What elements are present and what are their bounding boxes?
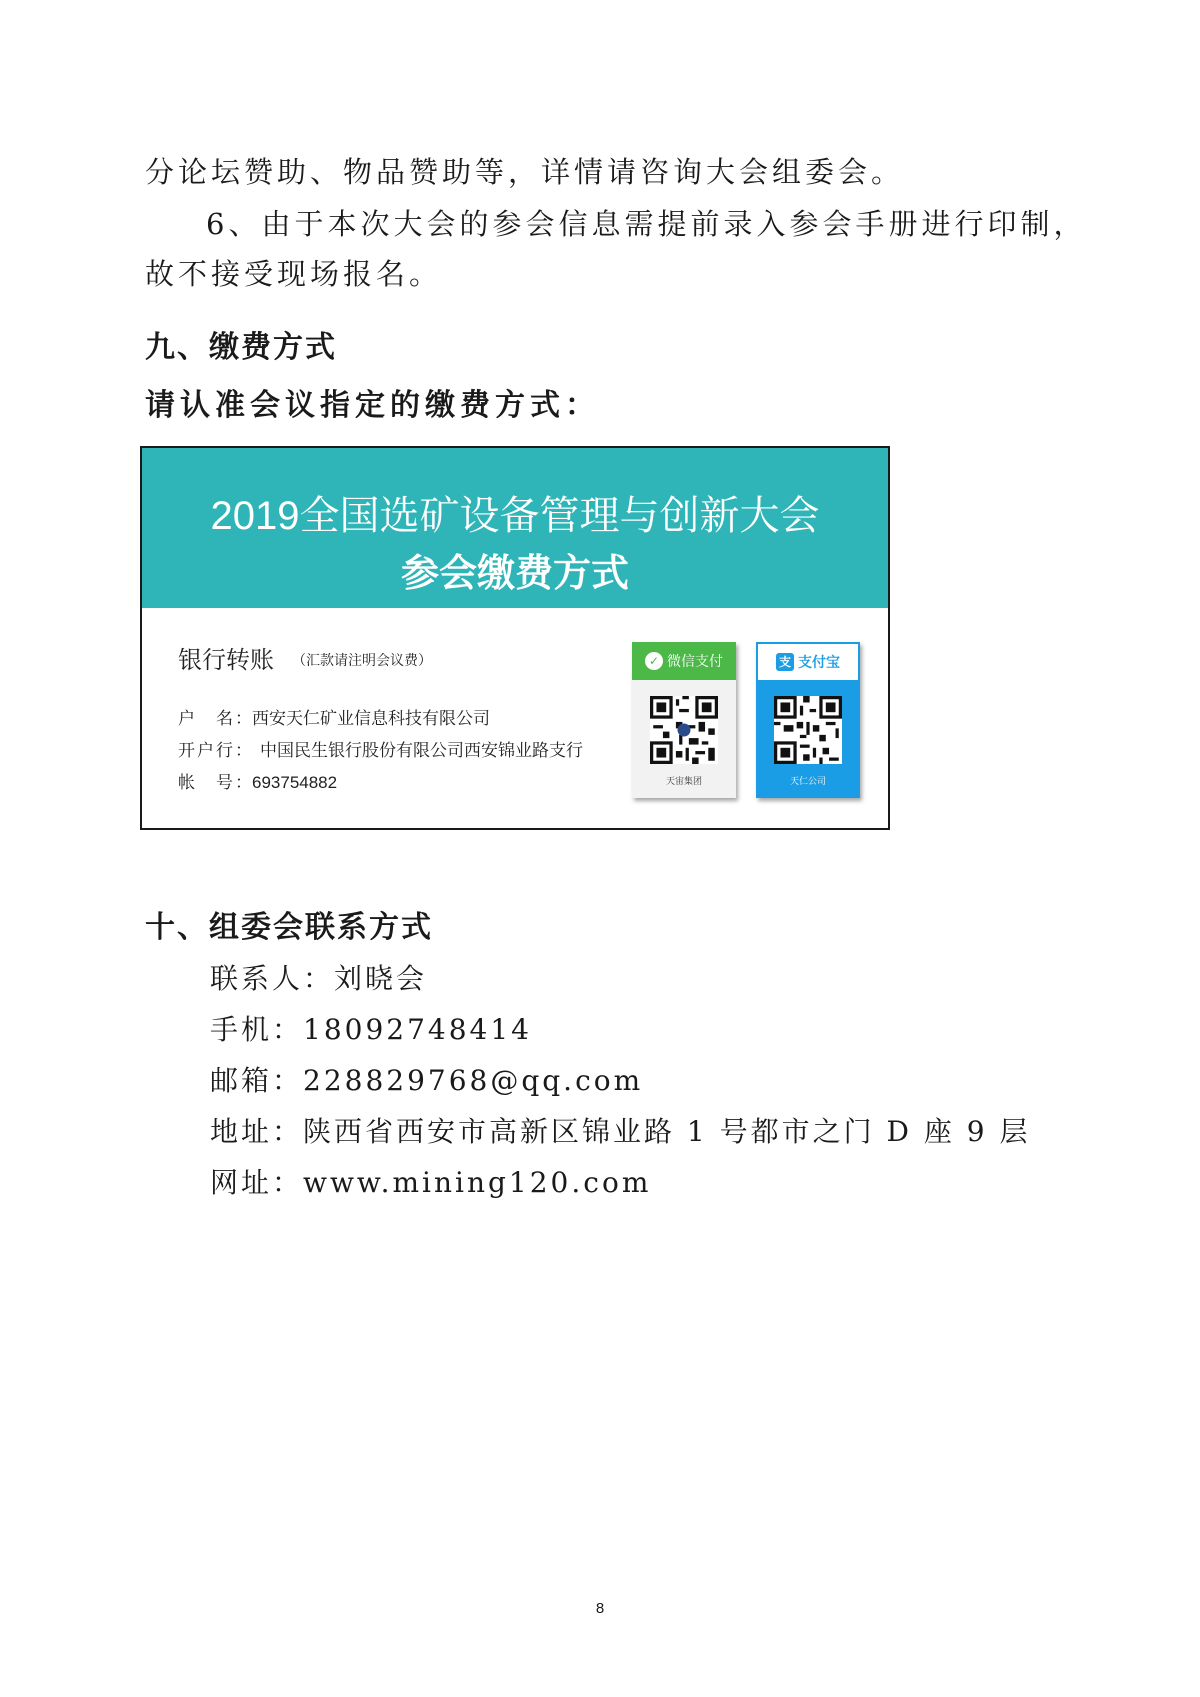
payment-title: 参会缴费方式 [400,553,629,595]
paragraph-line: 分论坛赞助、物品赞助等，详情请咨询大会组委会。 [145,155,905,189]
wechat-icon: ✓ [645,652,663,670]
payment-card [140,446,890,830]
paragraph-line: 6、由于本次大会的参会信息需提前录入参会手册进行印制， [206,207,1087,241]
alipay-label: 支付宝 [798,654,840,670]
account-name-label: 户 名： [178,709,254,728]
wechat-pay-card [632,642,736,798]
paragraph-line: 故不接受现场报名。 [145,257,443,291]
account-number-label: 帐 号： [178,773,254,792]
alipay-card [756,642,860,798]
conference-title: 2019全国选矿设备管理与创新大会 [210,494,820,538]
contact-person: 联系人：刘晓会 [210,962,428,995]
payment-card-header [142,448,888,608]
wechat-qr-code[interactable] [650,696,718,764]
section-heading-contact: 十、组委会联系方式 [145,910,433,945]
bank-row [178,736,583,761]
alipay-qr-caption: 天仁公司 [789,776,826,786]
page-number: 8 [595,1600,605,1617]
alipay-header [758,644,858,680]
bank-label: 开户行： [178,741,254,760]
bank-transfer-note: （汇款请注明会议费） [292,652,432,668]
account-name-row [178,704,490,729]
account-number-row [178,768,337,793]
account-name-value: 西安天仁矿业信息科技有限公司 [252,709,490,728]
wechat-pay-label: 微信支付 [667,653,723,669]
contact-address: 地址：陕西省西安市高新区锦业路 1 号都市之门 D 座 9 层 [210,1115,1031,1148]
bank-transfer-title: 银行转账 [178,647,274,674]
alipay-icon: 支 [776,653,794,671]
contact-website[interactable]: 网址：www.mining120.com [210,1166,652,1199]
payment-subheading: 请认准会议指定的缴费方式： [145,388,600,423]
account-number-value: 693754882 [252,773,338,792]
alipay-qr-code[interactable] [774,696,842,764]
contact-email: 邮箱：228829768@qq.com [210,1064,644,1097]
contact-phone: 手机：18092748414 [210,1013,532,1046]
wechat-pay-header [632,642,736,680]
section-heading-payment: 九、缴费方式 [145,330,337,365]
bank-value: 中国民生银行股份有限公司西安锦业路支行 [260,741,583,760]
wechat-qr-caption: 天宙集团 [665,776,702,786]
